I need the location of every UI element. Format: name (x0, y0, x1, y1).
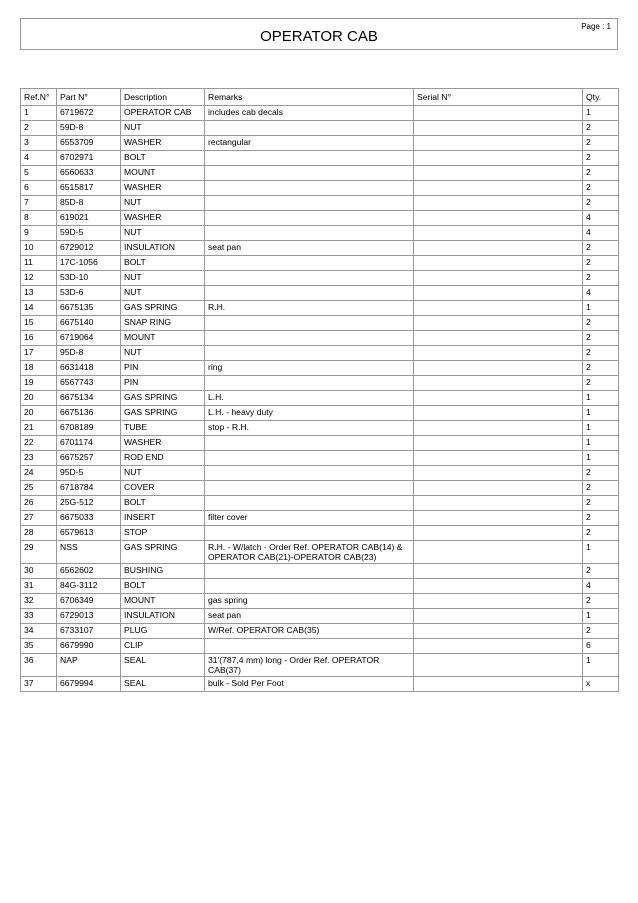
cell-description: NUT (121, 286, 205, 301)
cell-description: COVER (121, 481, 205, 496)
cell-part-no: 6675033 (57, 511, 121, 526)
cell-serial-no (414, 564, 583, 579)
table-row (21, 331, 619, 346)
cell-serial-no (414, 211, 583, 226)
cell-serial-no (414, 301, 583, 316)
cell-part-no: 6729013 (57, 609, 121, 624)
cell-ref-no: 26 (21, 496, 57, 511)
table-row (21, 564, 619, 579)
cell-remarks: seat pan (205, 241, 414, 256)
cell-remarks (205, 316, 414, 331)
cell-part-no: 6515817 (57, 181, 121, 196)
cell-remarks (205, 376, 414, 391)
column-header-remarks: Remarks (205, 89, 414, 106)
cell-qty: 2 (583, 594, 619, 609)
cell-part-no: 85D-8 (57, 196, 121, 211)
cell-ref-no: 24 (21, 466, 57, 481)
cell-qty: 2 (583, 511, 619, 526)
table-header-row (21, 89, 619, 106)
cell-part-no: 84G-3112 (57, 579, 121, 594)
cell-serial-no (414, 391, 583, 406)
cell-serial-no (414, 579, 583, 594)
cell-ref-no: 13 (21, 286, 57, 301)
cell-remarks: L.H. (205, 391, 414, 406)
cell-remarks (205, 451, 414, 466)
cell-description: GAS SPRING (121, 391, 205, 406)
cell-part-no: 6675135 (57, 301, 121, 316)
cell-ref-no: 12 (21, 271, 57, 286)
cell-ref-no: 33 (21, 609, 57, 624)
cell-description: INSERT (121, 511, 205, 526)
cell-serial-no (414, 594, 583, 609)
cell-description: BOLT (121, 151, 205, 166)
table-row (21, 609, 619, 624)
table-row (21, 391, 619, 406)
cell-description: WASHER (121, 181, 205, 196)
cell-ref-no: 27 (21, 511, 57, 526)
cell-ref-no: 29 (21, 541, 57, 564)
cell-qty: 2 (583, 196, 619, 211)
table-row (21, 481, 619, 496)
cell-serial-no (414, 241, 583, 256)
cell-description: NUT (121, 346, 205, 361)
table-row (21, 376, 619, 391)
cell-description: SNAP RING (121, 316, 205, 331)
cell-description: GAS SPRING (121, 541, 205, 564)
cell-qty: x (583, 677, 619, 692)
cell-part-no: 53D-6 (57, 286, 121, 301)
cell-remarks: gas spring (205, 594, 414, 609)
cell-serial-no (414, 331, 583, 346)
cell-part-no: 59D-8 (57, 121, 121, 136)
cell-part-no: 25G-512 (57, 496, 121, 511)
table-row (21, 106, 619, 121)
cell-description: GAS SPRING (121, 406, 205, 421)
cell-qty: 6 (583, 639, 619, 654)
table-row (21, 226, 619, 241)
cell-description: BOLT (121, 256, 205, 271)
cell-serial-no (414, 526, 583, 541)
cell-description: MOUNT (121, 594, 205, 609)
cell-qty: 2 (583, 481, 619, 496)
cell-description: BOLT (121, 579, 205, 594)
column-header-serial-no: Serial N° (414, 89, 583, 106)
cell-ref-no: 16 (21, 331, 57, 346)
cell-description: TUBE (121, 421, 205, 436)
cell-description: NUT (121, 271, 205, 286)
cell-description: OPERATOR CAB (121, 106, 205, 121)
cell-qty: 2 (583, 316, 619, 331)
table-row (21, 121, 619, 136)
cell-qty: 1 (583, 391, 619, 406)
cell-ref-no: 11 (21, 256, 57, 271)
table-row (21, 526, 619, 541)
cell-ref-no: 28 (21, 526, 57, 541)
cell-part-no: 6553709 (57, 136, 121, 151)
cell-qty: 2 (583, 526, 619, 541)
cell-serial-no (414, 654, 583, 677)
table-row (21, 496, 619, 511)
cell-remarks: 31'(787,4 mm) long - Order Ref. OPERATOR CAB(37) (205, 654, 414, 677)
cell-part-no: 6719064 (57, 331, 121, 346)
cell-serial-no (414, 406, 583, 421)
cell-remarks (205, 121, 414, 136)
cell-part-no: 6706349 (57, 594, 121, 609)
cell-remarks: rectangular (205, 136, 414, 151)
cell-part-no: 6675134 (57, 391, 121, 406)
cell-serial-no (414, 286, 583, 301)
cell-serial-no (414, 639, 583, 654)
parts-table (20, 88, 619, 692)
cell-serial-no (414, 181, 583, 196)
cell-qty: 4 (583, 211, 619, 226)
cell-remarks (205, 639, 414, 654)
cell-description: BOLT (121, 496, 205, 511)
cell-serial-no (414, 361, 583, 376)
table-row (21, 151, 619, 166)
cell-description: WASHER (121, 136, 205, 151)
cell-remarks (205, 226, 414, 241)
cell-ref-no: 31 (21, 579, 57, 594)
cell-ref-no: 1 (21, 106, 57, 121)
cell-ref-no: 5 (21, 166, 57, 181)
cell-part-no: 6679994 (57, 677, 121, 692)
cell-qty: 2 (583, 271, 619, 286)
cell-qty: 1 (583, 609, 619, 624)
cell-part-no: 6560633 (57, 166, 121, 181)
column-header-description: Description (121, 89, 205, 106)
cell-remarks (205, 436, 414, 451)
cell-ref-no: 23 (21, 451, 57, 466)
cell-description: NUT (121, 196, 205, 211)
cell-description: MOUNT (121, 166, 205, 181)
cell-remarks (205, 346, 414, 361)
table-row (21, 241, 619, 256)
cell-qty: 1 (583, 106, 619, 121)
cell-ref-no: 18 (21, 361, 57, 376)
cell-description: SEAL (121, 654, 205, 677)
page-number: Page : 1 (581, 22, 611, 31)
cell-qty: 2 (583, 624, 619, 639)
column-header-qty: Qty. (583, 89, 619, 106)
cell-qty: 2 (583, 331, 619, 346)
cell-remarks: includes cab decals (205, 106, 414, 121)
table-row (21, 579, 619, 594)
cell-remarks: L.H. - heavy duty (205, 406, 414, 421)
column-header-part-no: Part N° (57, 89, 121, 106)
cell-description: NUT (121, 121, 205, 136)
cell-part-no: 6675140 (57, 316, 121, 331)
cell-ref-no: 20 (21, 391, 57, 406)
cell-remarks: bulk - Sold Per Foot (205, 677, 414, 692)
cell-serial-no (414, 496, 583, 511)
cell-serial-no (414, 136, 583, 151)
cell-serial-no (414, 106, 583, 121)
cell-serial-no (414, 436, 583, 451)
cell-part-no: 6675257 (57, 451, 121, 466)
cell-ref-no: 19 (21, 376, 57, 391)
cell-part-no: 6708189 (57, 421, 121, 436)
cell-serial-no (414, 511, 583, 526)
cell-qty: 2 (583, 361, 619, 376)
cell-part-no: 6701174 (57, 436, 121, 451)
cell-ref-no: 4 (21, 151, 57, 166)
cell-qty: 2 (583, 564, 619, 579)
table-row (21, 346, 619, 361)
table-row (21, 181, 619, 196)
cell-serial-no (414, 196, 583, 211)
cell-part-no: 6675136 (57, 406, 121, 421)
cell-remarks (205, 331, 414, 346)
cell-part-no: 59D-5 (57, 226, 121, 241)
cell-qty: 2 (583, 121, 619, 136)
cell-serial-no (414, 677, 583, 692)
table-row (21, 654, 619, 677)
cell-ref-no: 14 (21, 301, 57, 316)
cell-ref-no: 32 (21, 594, 57, 609)
cell-part-no: 17C-1056 (57, 256, 121, 271)
cell-remarks (205, 481, 414, 496)
cell-remarks (205, 196, 414, 211)
cell-part-no: 95D-5 (57, 466, 121, 481)
cell-remarks (205, 579, 414, 594)
cell-description: PIN (121, 361, 205, 376)
cell-qty: 4 (583, 226, 619, 241)
cell-qty: 2 (583, 181, 619, 196)
cell-remarks: W/Ref. OPERATOR CAB(35) (205, 624, 414, 639)
cell-remarks: stop - R.H. (205, 421, 414, 436)
cell-serial-no (414, 316, 583, 331)
cell-part-no: NSS (57, 541, 121, 564)
cell-part-no: 6702971 (57, 151, 121, 166)
cell-remarks: ring (205, 361, 414, 376)
cell-part-no: 53D-10 (57, 271, 121, 286)
cell-remarks (205, 526, 414, 541)
cell-remarks (205, 564, 414, 579)
cell-qty: 4 (583, 579, 619, 594)
cell-description: MOUNT (121, 331, 205, 346)
table-row (21, 677, 619, 692)
column-header-ref-no: Ref.N° (21, 89, 57, 106)
cell-part-no: 6718784 (57, 481, 121, 496)
cell-serial-no (414, 541, 583, 564)
cell-description: PLUG (121, 624, 205, 639)
cell-remarks: R.H. - W/latch - Order Ref. OPERATOR CAB(14) & OPERATOR CAB(21)-OPERATOR CAB(23) (205, 541, 414, 564)
cell-qty: 4 (583, 286, 619, 301)
table-row (21, 196, 619, 211)
table-row (21, 594, 619, 609)
table-row (21, 541, 619, 564)
table-row (21, 361, 619, 376)
cell-serial-no (414, 271, 583, 286)
cell-part-no: 95D-8 (57, 346, 121, 361)
cell-qty: 2 (583, 466, 619, 481)
cell-ref-no: 37 (21, 677, 57, 692)
cell-serial-no (414, 256, 583, 271)
cell-remarks (205, 256, 414, 271)
table-row (21, 639, 619, 654)
cell-part-no: 6567743 (57, 376, 121, 391)
cell-remarks (205, 211, 414, 226)
table-row (21, 511, 619, 526)
cell-part-no: 6631418 (57, 361, 121, 376)
cell-remarks (205, 286, 414, 301)
cell-description: NUT (121, 226, 205, 241)
cell-description: INSULATION (121, 241, 205, 256)
cell-serial-no (414, 346, 583, 361)
table-row (21, 436, 619, 451)
cell-serial-no (414, 609, 583, 624)
cell-description: CLIP (121, 639, 205, 654)
cell-remarks (205, 166, 414, 181)
cell-remarks: filter cover (205, 511, 414, 526)
cell-serial-no (414, 421, 583, 436)
table-row (21, 624, 619, 639)
cell-part-no: 6729012 (57, 241, 121, 256)
cell-ref-no: 9 (21, 226, 57, 241)
table-row (21, 406, 619, 421)
cell-ref-no: 30 (21, 564, 57, 579)
cell-remarks (205, 466, 414, 481)
table-row (21, 256, 619, 271)
cell-description: WASHER (121, 211, 205, 226)
cell-part-no: 6679990 (57, 639, 121, 654)
cell-qty: 2 (583, 496, 619, 511)
table-row (21, 466, 619, 481)
cell-description: ROD END (121, 451, 205, 466)
cell-qty: 1 (583, 421, 619, 436)
cell-ref-no: 21 (21, 421, 57, 436)
cell-ref-no: 7 (21, 196, 57, 211)
cell-serial-no (414, 226, 583, 241)
cell-qty: 2 (583, 256, 619, 271)
table-row (21, 136, 619, 151)
cell-ref-no: 34 (21, 624, 57, 639)
cell-ref-no: 20 (21, 406, 57, 421)
cell-description: PIN (121, 376, 205, 391)
cell-serial-no (414, 466, 583, 481)
cell-ref-no: 35 (21, 639, 57, 654)
cell-qty: 2 (583, 241, 619, 256)
cell-qty: 2 (583, 376, 619, 391)
cell-ref-no: 22 (21, 436, 57, 451)
cell-ref-no: 15 (21, 316, 57, 331)
table-row (21, 271, 619, 286)
table-row (21, 451, 619, 466)
cell-description: NUT (121, 466, 205, 481)
table-row (21, 166, 619, 181)
cell-ref-no: 36 (21, 654, 57, 677)
table-row (21, 421, 619, 436)
cell-description: SEAL (121, 677, 205, 692)
cell-remarks (205, 271, 414, 286)
cell-serial-no (414, 121, 583, 136)
cell-qty: 1 (583, 451, 619, 466)
cell-serial-no (414, 376, 583, 391)
table-row (21, 286, 619, 301)
table-row (21, 301, 619, 316)
cell-description: BUSHING (121, 564, 205, 579)
cell-description: INSULATION (121, 609, 205, 624)
header-box (20, 18, 618, 50)
cell-description: WASHER (121, 436, 205, 451)
cell-remarks (205, 151, 414, 166)
table-body (21, 106, 619, 692)
cell-ref-no: 10 (21, 241, 57, 256)
cell-part-no: 6733107 (57, 624, 121, 639)
cell-ref-no: 3 (21, 136, 57, 151)
cell-remarks: seat pan (205, 609, 414, 624)
cell-description: STOP (121, 526, 205, 541)
cell-qty: 1 (583, 654, 619, 677)
cell-serial-no (414, 481, 583, 496)
cell-part-no: 6719672 (57, 106, 121, 121)
cell-qty: 1 (583, 541, 619, 564)
cell-qty: 2 (583, 346, 619, 361)
cell-qty: 1 (583, 436, 619, 451)
page-title: OPERATOR CAB (260, 28, 378, 45)
table-row (21, 316, 619, 331)
cell-qty: 2 (583, 136, 619, 151)
cell-part-no: 6562602 (57, 564, 121, 579)
cell-remarks: R.H. (205, 301, 414, 316)
cell-part-no: 619021 (57, 211, 121, 226)
cell-serial-no (414, 166, 583, 181)
cell-serial-no (414, 151, 583, 166)
cell-serial-no (414, 451, 583, 466)
cell-remarks (205, 496, 414, 511)
cell-remarks (205, 181, 414, 196)
cell-ref-no: 25 (21, 481, 57, 496)
cell-description: GAS SPRING (121, 301, 205, 316)
cell-ref-no: 17 (21, 346, 57, 361)
cell-part-no: NAP (57, 654, 121, 677)
table-row (21, 211, 619, 226)
cell-qty: 2 (583, 151, 619, 166)
cell-qty: 1 (583, 406, 619, 421)
cell-ref-no: 6 (21, 181, 57, 196)
cell-part-no: 6579613 (57, 526, 121, 541)
cell-ref-no: 2 (21, 121, 57, 136)
cell-qty: 2 (583, 166, 619, 181)
cell-qty: 1 (583, 301, 619, 316)
cell-ref-no: 8 (21, 211, 57, 226)
cell-serial-no (414, 624, 583, 639)
